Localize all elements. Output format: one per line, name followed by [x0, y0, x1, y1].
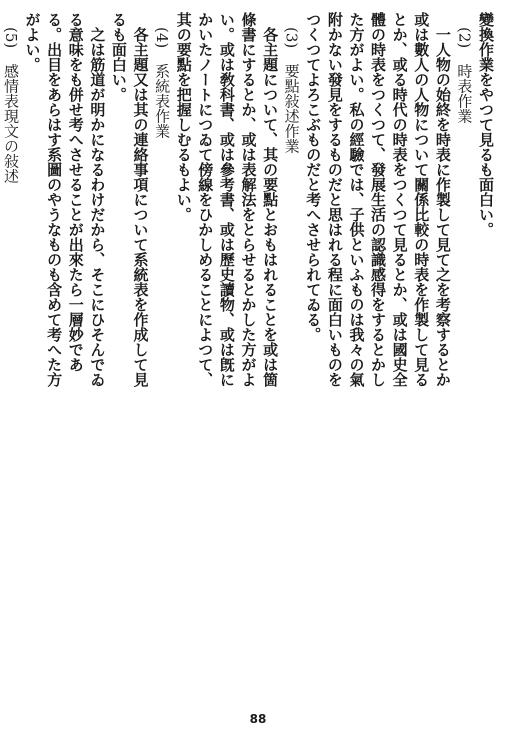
text-line: 或は數人の人物について關係比較の時表を作製して見る: [412, 12, 431, 387]
text-line: 一人物の始終を時表に作製して見て之を考察するとか: [433, 12, 452, 387]
text-line: る意味をも併せ考へさせることが出來たら一層妙であ: [66, 12, 85, 372]
text-line: つくつてよろこぶものだと考へさせられてゐる。: [304, 12, 323, 342]
text-line: (5) 感情表現文の敍述: [1, 12, 20, 184]
text-line: 體の時表をつくつて、發展生活の認識感得をするとかし: [369, 12, 388, 387]
text-line: るも面白い。: [109, 12, 128, 102]
text-line: い。或は敎科書、或は參考書、或は歷史讀物、或は旣に: [217, 12, 236, 387]
page-body: [1, 12, 496, 702]
text-line: 條書にするとか、或は表解法をとらせるとかした方がよ: [239, 12, 258, 387]
text-line: (3) 要點敍述作業: [282, 12, 301, 154]
text-line: かいたノートにつゐて傍線をひかしめることによつて、: [196, 12, 215, 387]
text-line: (4) 系統表作業: [153, 12, 172, 139]
text-line: た方がよい。私の經驗では、子供といふものは我々の氣: [347, 12, 366, 387]
text-line: る。出目をあらはす系圖のやうなものも含めて考へた方: [45, 12, 64, 387]
text-line: 附かない發見をするものだと思はれる程に面白いものを: [325, 12, 344, 387]
text-line: 其の要點を把握しむるもよい。: [174, 12, 193, 222]
page-number: 88: [249, 712, 267, 726]
text-line: (2) 時表作業: [455, 12, 474, 124]
text-line: 之は筋道が明かになるわけだから、そこにひそんでゐ: [88, 12, 107, 387]
text-line: 變換作業をやつて見るも面白い。: [477, 12, 495, 237]
text-line: がよい。: [23, 12, 42, 72]
text-line: 各主題について、其の要點とおもはれることを或は箇: [261, 12, 280, 387]
text-line: とか、或る時代の時表をつくつて見るとか、或は國史全: [390, 12, 409, 387]
text-line: 各主題又は其の連絡事項について系統表を作成して見: [131, 12, 150, 387]
